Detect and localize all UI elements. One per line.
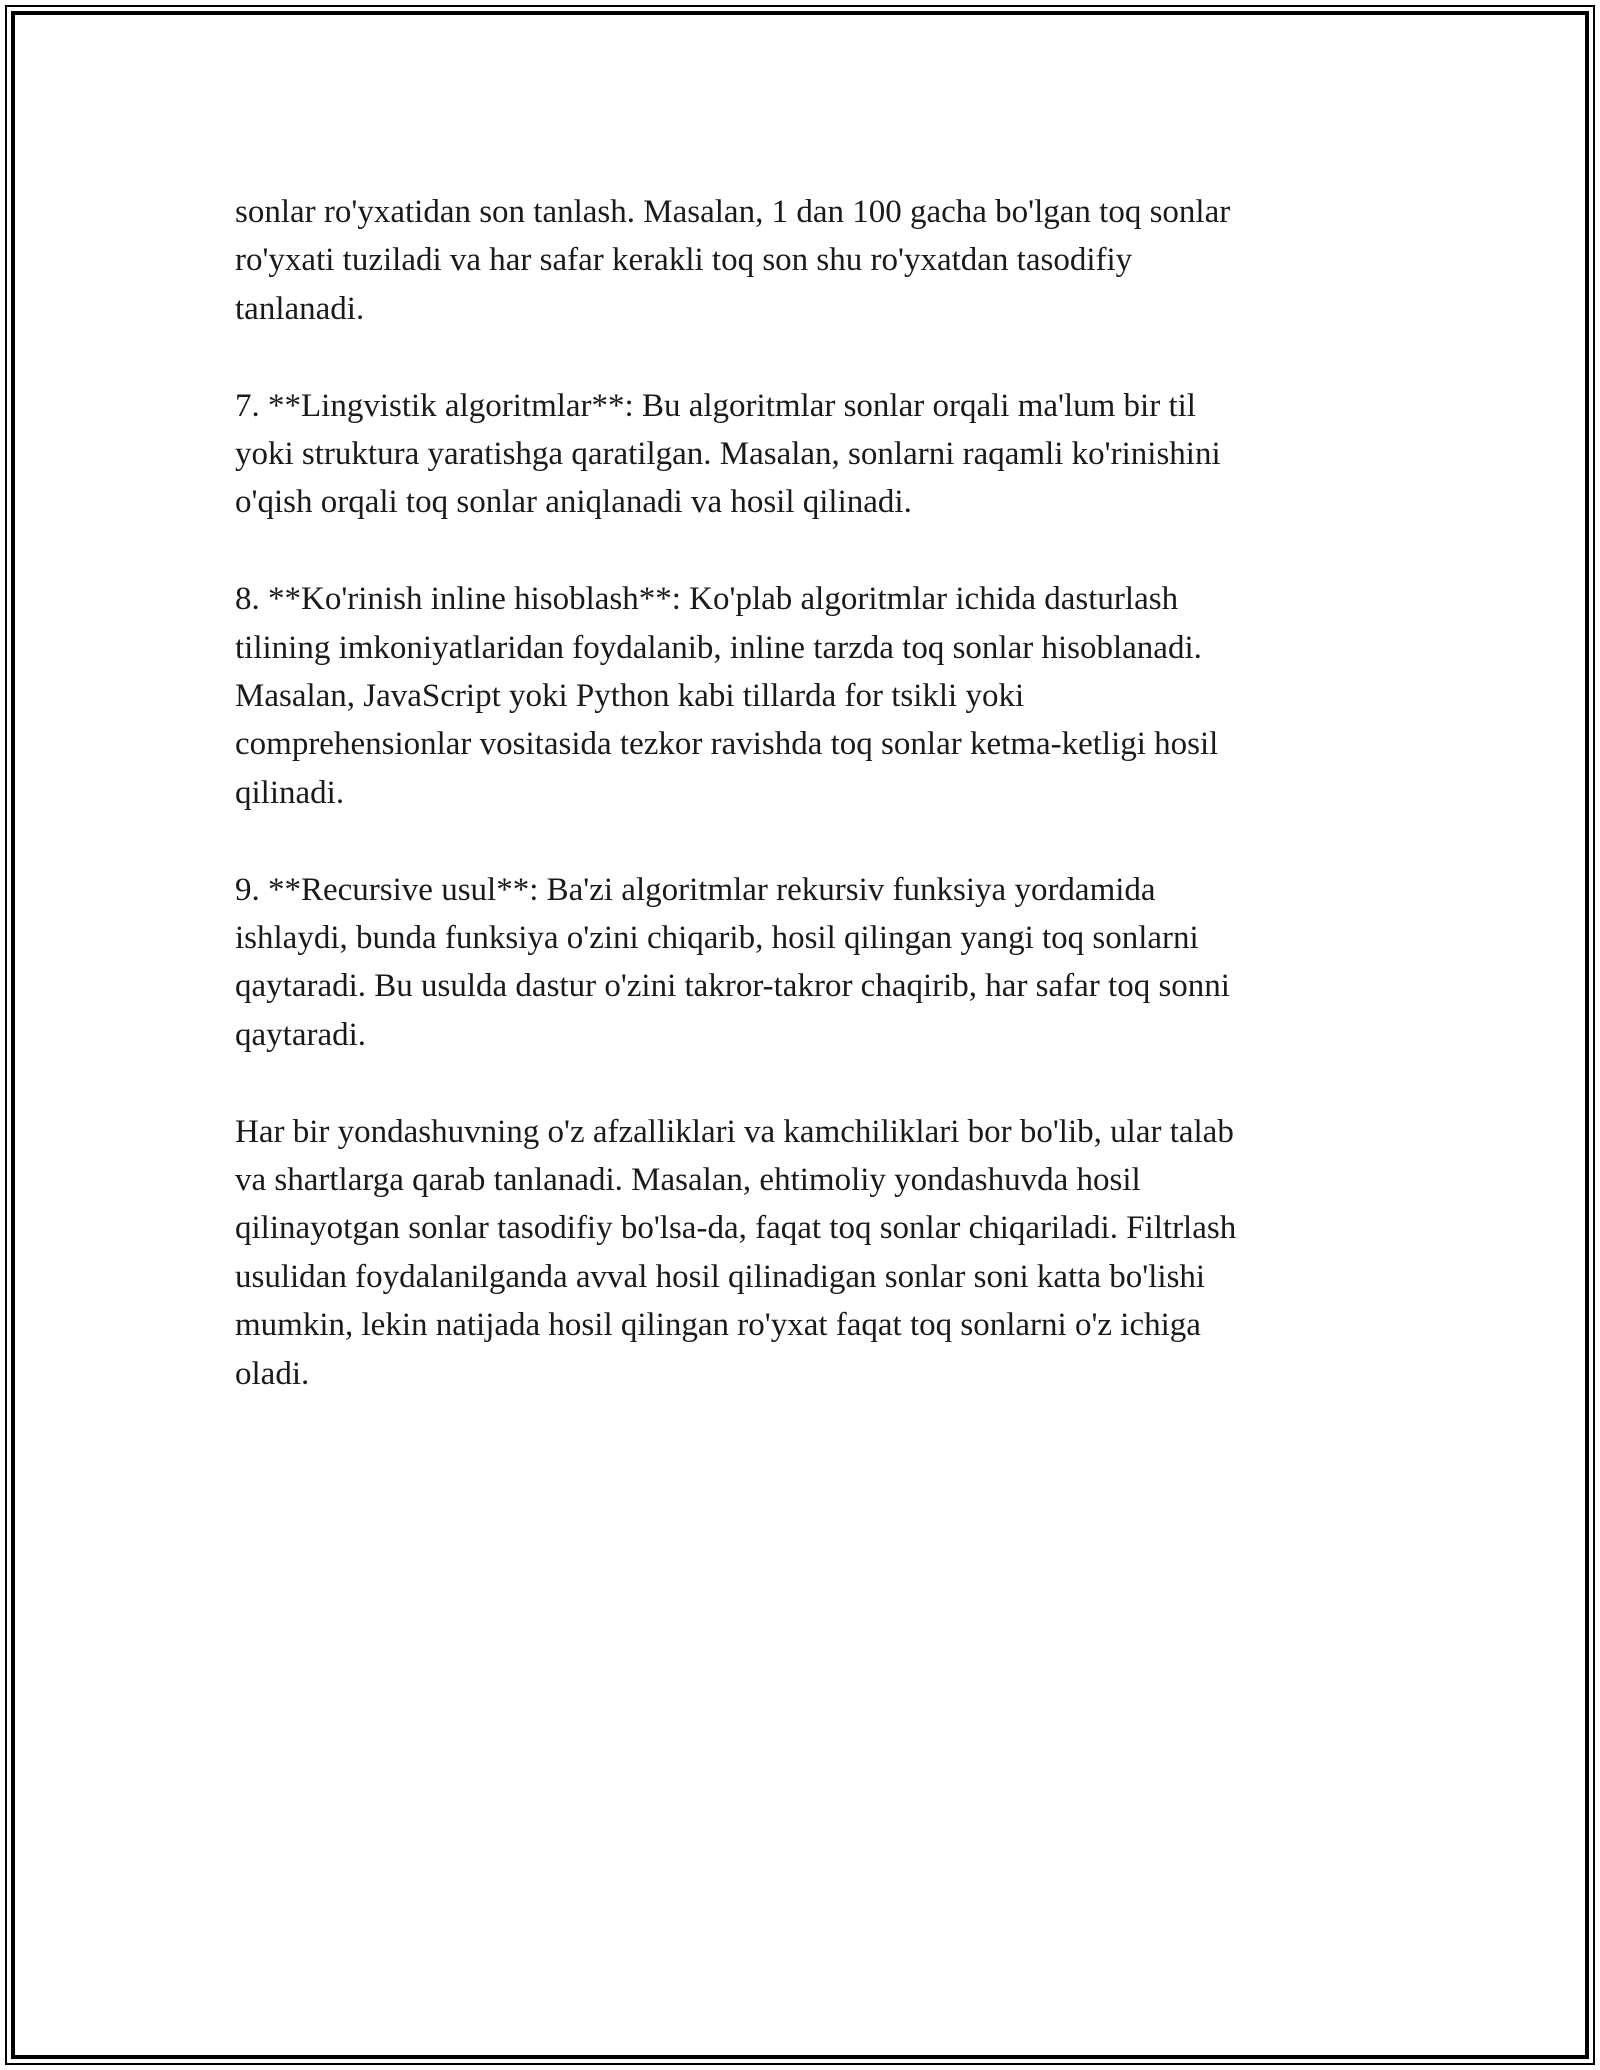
text-line: oladi. <box>235 1355 310 1392</box>
paragraph-continuation <box>235 188 1370 333</box>
text-line: 9. **Recursive usul**: Ba'zi algoritmlar rekursiv funksiya yordamida <box>235 871 1156 908</box>
paragraph-item-7 <box>235 382 1370 527</box>
text-line: comprehensionlar vositasida tezkor ravishda toq sonlar ketma-ketligi hosil <box>235 726 1219 763</box>
text-line: sonlar ro'yxatidan son tanlash. Masalan, 1 dan 100 gacha bo'lgan toq sonlar <box>235 194 1231 230</box>
text-line: usulidan foydalanilganda avval hosil qilinadigan sonlar soni katta bo'lishi <box>235 1258 1206 1295</box>
text-line: o'qish orqali toq sonlar aniqlanadi va hosil qilinadi. <box>235 484 912 521</box>
text-line: va shartlarga qarab tanlanadi. Masalan, ehtimoliy yondashuvda hosil <box>235 1162 1141 1199</box>
text-line: tanlanadi. <box>235 290 365 327</box>
text-line: qilinayotgan sonlar tasodifiy bo'lsa-da, faqat toq sonlar chiqariladi. Filtrlash <box>235 1210 1237 1247</box>
paragraph-item-9 <box>235 866 1370 1060</box>
text-line: qilinadi. <box>235 774 345 811</box>
paragraph-conclusion <box>235 1108 1370 1398</box>
text-line: ishlaydi, bunda funksiya o'zini chiqarib, hosil qilingan yangi toq sonlarni <box>235 920 1199 957</box>
text-line: qaytaradi. Bu usulda dastur o'zini takror-takror chaqirib, har safar toq sonni <box>235 968 1230 1005</box>
text-line: Masalan, JavaScript yoki Python kabi tillarda for tsikli yoki <box>235 678 1025 715</box>
text-line: 8. **Ko'rinish inline hisoblash**: Ko'plab algoritmlar ichida dasturlash <box>235 581 1179 618</box>
text-line: ro'yxati tuziladi va har safar kerakli toq son shu ro'yxatdan tasodifiy <box>235 242 1133 279</box>
text-line: qaytaradi. <box>235 1016 367 1053</box>
document-body <box>235 188 1370 1446</box>
text-line: mumkin, lekin natijada hosil qilingan ro'yxat faqat toq sonlarni o'z ichiga <box>235 1307 1201 1344</box>
text-line: Har bir yondashuvning o'z afzalliklari va kamchiliklari bor bo'lib, ular talab <box>235 1113 1234 1150</box>
text-line: yoki struktura yaratishga qaratilgan. Masalan, sonlarni raqamli ko'rinishini <box>235 436 1221 473</box>
text-line: tilining imkoniyatlaridan foydalanib, inline tarzda toq sonlar hisoblanadi. <box>235 629 1202 666</box>
paragraph-item-8 <box>235 575 1370 817</box>
text-line: 7. **Lingvistik algoritmlar**: Bu algoritmlar sonlar orqali ma'lum bir til <box>235 387 1196 424</box>
